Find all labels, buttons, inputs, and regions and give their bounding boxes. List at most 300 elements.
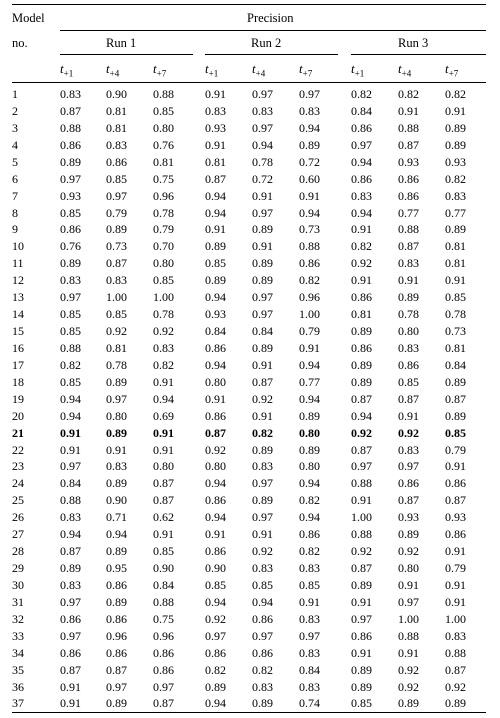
precision-cell: 0.81 [106, 120, 127, 135]
precision-cell: 0.85 [153, 273, 174, 288]
precision-cell: 0.89 [60, 154, 81, 169]
precision-cell: 0.86 [252, 645, 273, 660]
precision-cell: 0.88 [60, 340, 81, 355]
precision-cell: 0.81 [445, 340, 466, 355]
precision-cell: 0.86 [299, 527, 320, 542]
precision-cell: 0.87 [398, 137, 419, 152]
precision-underline [60, 30, 486, 31]
precision-cell: 0.91 [205, 222, 226, 237]
model-number: 30 [12, 577, 24, 592]
precision-cell: 0.86 [398, 357, 419, 372]
precision-cell: 0.86 [205, 408, 226, 423]
precision-cell: 0.60 [299, 171, 320, 186]
precision-cell: 0.87 [153, 493, 174, 508]
model-number: 1 [12, 87, 18, 101]
model-number: 21 [12, 425, 24, 440]
precision-cell: 0.87 [205, 171, 226, 186]
precision-cell: 0.91 [398, 273, 419, 288]
precision-cell: 0.91 [445, 544, 466, 559]
precision-cell: 0.91 [398, 577, 419, 592]
precision-cell: 0.88 [351, 476, 372, 491]
precision-cell: 0.91 [398, 408, 419, 423]
precision-cell: 0.94 [351, 408, 372, 423]
precision-cell: 0.94 [60, 391, 81, 406]
precision-cell: 0.91 [445, 459, 466, 474]
precision-cell: 0.91 [106, 442, 127, 457]
precision-cell: 0.83 [299, 561, 320, 576]
precision-cell: 0.94 [60, 408, 81, 423]
model-number: 34 [12, 645, 24, 660]
precision-cell: 0.62 [153, 510, 174, 525]
precision-cell: 1.00 [351, 510, 372, 525]
precision-cell: 0.82 [252, 662, 273, 677]
precision-cell: 0.92 [252, 544, 273, 559]
precision-cell: 0.91 [299, 594, 320, 609]
precision-cell: 0.85 [60, 205, 81, 220]
precision-cell: 0.94 [299, 357, 320, 372]
precision-cell: 0.78 [445, 307, 466, 322]
precision-cell: 0.92 [398, 544, 419, 559]
precision-cell: 0.91 [398, 645, 419, 660]
precision-cell: 0.91 [299, 340, 320, 355]
precision-cell: 0.86 [351, 290, 372, 305]
precision-cell: 0.89 [445, 222, 466, 237]
precision-cell: 0.89 [351, 679, 372, 694]
precision-cell: 0.83 [398, 256, 419, 271]
precision-cell: 0.90 [153, 561, 174, 576]
precision-cell: 0.83 [60, 87, 81, 101]
precision-cell: 0.87 [445, 493, 466, 508]
precision-cell: 0.86 [205, 340, 226, 355]
precision-cell: 0.89 [106, 544, 127, 559]
run-2-label: Run 2 [251, 36, 282, 50]
precision-cell: 0.91 [60, 425, 81, 440]
precision-cell: 0.92 [252, 391, 273, 406]
model-number: 13 [12, 290, 24, 305]
precision-cell: 0.89 [299, 408, 320, 423]
horizon-header: $t_{+4}$ [398, 61, 412, 79]
precision-cell: 0.94 [205, 476, 226, 491]
precision-cell: 0.96 [106, 628, 127, 643]
precision-cell: 0.97 [60, 459, 81, 474]
precision-cell: 0.72 [299, 154, 320, 169]
precision-cell: 0.89 [445, 408, 466, 423]
precision-cell: 0.94 [299, 510, 320, 525]
precision-cell: 0.89 [252, 273, 273, 288]
precision-cell: 0.82 [351, 239, 372, 254]
precision-cell: 0.80 [299, 459, 320, 474]
precision-cell: 0.89 [205, 239, 226, 254]
precision-cell: 0.86 [106, 577, 127, 592]
precision-cell: 0.97 [398, 594, 419, 609]
precision-cell: 0.76 [60, 239, 81, 254]
precision-cell: 0.86 [299, 256, 320, 271]
precision-cell: 0.86 [351, 628, 372, 643]
precision-cell: 0.77 [398, 205, 419, 220]
precision-cell: 0.86 [398, 188, 419, 203]
precision-cell: 0.84 [60, 476, 81, 491]
precision-cell: 0.89 [351, 324, 372, 339]
precision-cell: 0.86 [205, 493, 226, 508]
precision-cell: 0.97 [252, 307, 273, 322]
precision-cell: 0.97 [60, 171, 81, 186]
precision-cell: 0.83 [153, 340, 174, 355]
precision-cell: 0.85 [205, 256, 226, 271]
precision-cell: 0.94 [205, 510, 226, 525]
precision-cell: 0.90 [205, 561, 226, 576]
precision-cell: 0.89 [205, 679, 226, 694]
precision-cell: 0.97 [398, 459, 419, 474]
precision-cell: 0.95 [106, 561, 127, 576]
precision-cell: 0.86 [398, 171, 419, 186]
precision-cell: 0.82 [60, 357, 81, 372]
precision-cell: 0.82 [299, 493, 320, 508]
precision-cell: 0.94 [205, 594, 226, 609]
precision-cell: 0.92 [351, 425, 372, 440]
precision-cell: 0.80 [299, 425, 320, 440]
precision-cell: 0.94 [299, 476, 320, 491]
precision-cell: 0.83 [252, 561, 273, 576]
precision-cell: 0.91 [252, 527, 273, 542]
precision-cell: 0.89 [299, 442, 320, 457]
precision-cell: 0.86 [252, 611, 273, 626]
precision-cell: 0.80 [153, 120, 174, 135]
precision-cell: 0.85 [445, 290, 466, 305]
precision-cell: 0.87 [153, 476, 174, 491]
precision-cell: 0.80 [205, 374, 226, 389]
precision-cell: 0.91 [351, 222, 372, 237]
precision-cell: 0.83 [60, 510, 81, 525]
horizon-header: $t_{+1}$ [205, 61, 219, 79]
precision-cell: 0.87 [252, 374, 273, 389]
precision-cell: 0.92 [398, 662, 419, 677]
precision-cell: 0.83 [252, 459, 273, 474]
precision-cell: 0.86 [60, 611, 81, 626]
precision-cell: 0.85 [445, 425, 466, 440]
precision-cell: 0.88 [398, 628, 419, 643]
precision-cell: 0.97 [299, 87, 320, 101]
precision-cell: 1.00 [299, 307, 320, 322]
precision-cell: 0.83 [252, 679, 273, 694]
precision-cell: 0.92 [205, 611, 226, 626]
model-number: 19 [12, 391, 24, 406]
precision-cell: 0.97 [60, 290, 81, 305]
precision-label: Precision [247, 11, 294, 25]
precision-cell: 0.79 [445, 442, 466, 457]
precision-cell: 0.83 [106, 137, 127, 152]
precision-cell: 0.83 [445, 628, 466, 643]
precision-cell: 0.84 [299, 662, 320, 677]
precision-cell: 0.83 [398, 340, 419, 355]
precision-cell: 0.86 [106, 154, 127, 169]
precision-cell: 0.80 [398, 324, 419, 339]
precision-cell: 0.97 [252, 510, 273, 525]
precision-cell: 0.82 [252, 425, 273, 440]
precision-cell: 0.83 [351, 188, 372, 203]
precision-cell: 0.94 [205, 188, 226, 203]
precision-cell: 1.00 [153, 290, 174, 305]
precision-cell: 0.73 [106, 239, 127, 254]
precision-cell: 0.88 [60, 120, 81, 135]
precision-cell: 0.93 [205, 120, 226, 135]
precision-cell: 0.94 [351, 205, 372, 220]
precision-cell: 0.87 [205, 425, 226, 440]
precision-cell: 0.74 [299, 696, 320, 711]
model-number: 20 [12, 408, 24, 423]
precision-cell: 0.84 [252, 324, 273, 339]
precision-cell: 0.88 [60, 493, 81, 508]
precision-cell: 0.91 [445, 577, 466, 592]
precision-cell: 0.97 [106, 679, 127, 694]
precision-cell: 0.87 [351, 391, 372, 406]
precision-cell: 0.89 [398, 527, 419, 542]
model-number: 37 [12, 696, 24, 711]
precision-cell: 0.97 [60, 594, 81, 609]
precision-cell: 0.97 [205, 628, 226, 643]
precision-cell: 0.87 [106, 256, 127, 271]
precision-cell: 0.70 [153, 239, 174, 254]
precision-cell: 0.83 [398, 442, 419, 457]
precision-cell: 0.80 [153, 256, 174, 271]
precision-cell: 0.93 [398, 510, 419, 525]
precision-cell: 0.86 [60, 137, 81, 152]
precision-cell: 0.97 [252, 205, 273, 220]
precision-cell: 0.97 [106, 188, 127, 203]
precision-cell: 0.90 [106, 87, 127, 101]
precision-cell: 0.78 [252, 154, 273, 169]
precision-cell: 0.91 [351, 273, 372, 288]
precision-cell: 0.85 [351, 696, 372, 711]
precision-cell: 0.87 [445, 391, 466, 406]
precision-cell: 0.81 [106, 103, 127, 118]
model-number: 12 [12, 273, 24, 288]
precision-cell: 0.94 [299, 391, 320, 406]
precision-cell: 0.93 [445, 510, 466, 525]
model-number: 18 [12, 374, 24, 389]
precision-cell: 0.92 [445, 679, 466, 694]
horizon-header: $t_{+1}$ [60, 61, 74, 79]
precision-cell: 0.81 [205, 154, 226, 169]
precision-cell: 0.92 [398, 425, 419, 440]
model-number: 17 [12, 357, 24, 372]
model-number: 14 [12, 307, 24, 322]
precision-cell: 0.94 [299, 120, 320, 135]
precision-cell: 0.91 [153, 527, 174, 542]
precision-cell: 0.80 [106, 408, 127, 423]
precision-cell: 0.91 [205, 137, 226, 152]
precision-cell: 0.89 [445, 374, 466, 389]
model-number: 27 [12, 527, 24, 542]
run2-underline [205, 54, 338, 55]
precision-cell: 0.79 [106, 205, 127, 220]
precision-cell: 0.89 [351, 374, 372, 389]
precision-cell: 0.88 [398, 120, 419, 135]
precision-cell: 0.89 [398, 696, 419, 711]
precision-cell: 0.85 [252, 577, 273, 592]
precision-cell: 0.88 [351, 527, 372, 542]
precision-cell: 0.85 [153, 103, 174, 118]
precision-cell: 0.89 [106, 594, 127, 609]
precision-cell: 0.91 [445, 103, 466, 118]
precision-cell: 0.86 [445, 476, 466, 491]
precision-cell: 0.86 [205, 645, 226, 660]
precision-cell: 0.97 [60, 628, 81, 643]
precision-cell: 0.71 [106, 510, 127, 525]
precision-cell: 0.77 [299, 374, 320, 389]
precision-cell: 0.93 [205, 307, 226, 322]
model-number: 29 [12, 561, 24, 576]
precision-cell: 0.89 [252, 222, 273, 237]
precision-cell: 0.87 [445, 662, 466, 677]
precision-cell: 0.81 [351, 307, 372, 322]
precision-cell: 0.87 [60, 103, 81, 118]
precision-cell: 0.83 [106, 459, 127, 474]
precision-cell: 0.85 [205, 577, 226, 592]
precision-cell: 0.80 [205, 459, 226, 474]
precision-cell: 0.91 [153, 425, 174, 440]
precision-cell: 0.97 [252, 628, 273, 643]
model-number: 6 [12, 171, 18, 186]
precision-cell: 0.92 [205, 442, 226, 457]
precision-cell: 0.87 [398, 239, 419, 254]
precision-cell: 0.73 [299, 222, 320, 237]
precision-cell: 0.91 [60, 442, 81, 457]
precision-cell: 0.91 [445, 594, 466, 609]
precision-cell: 0.89 [205, 273, 226, 288]
precision-cell: 0.87 [351, 561, 372, 576]
precision-cell: 0.89 [252, 493, 273, 508]
model-number: 25 [12, 493, 24, 508]
model-number: 24 [12, 476, 24, 491]
precision-cell: 0.72 [252, 171, 273, 186]
precision-cell: 0.91 [153, 442, 174, 457]
precision-cell: 0.75 [153, 611, 174, 626]
precision-cell: 0.86 [398, 476, 419, 491]
precision-cell: 0.86 [351, 171, 372, 186]
precision-cell: 0.97 [252, 290, 273, 305]
precision-cell: 0.89 [106, 222, 127, 237]
precision-cell: 0.97 [351, 137, 372, 152]
precision-cell: 0.89 [252, 340, 273, 355]
precision-cell: 0.86 [106, 611, 127, 626]
precision-cell: 0.97 [299, 628, 320, 643]
precision-cell: 0.89 [106, 696, 127, 711]
model-number: 35 [12, 662, 24, 677]
model-number: 3 [12, 120, 18, 135]
model-number: 26 [12, 510, 24, 525]
precision-cell: 0.77 [445, 205, 466, 220]
precision-cell: 0.83 [60, 273, 81, 288]
precision-cell: 0.89 [106, 425, 127, 440]
precision-cell: 0.92 [351, 544, 372, 559]
precision-cell: 0.94 [252, 594, 273, 609]
precision-cell: 0.83 [445, 188, 466, 203]
model-number: 10 [12, 239, 24, 254]
model-number: 5 [12, 154, 18, 169]
precision-cell: 0.97 [106, 391, 127, 406]
precision-cell: 0.94 [252, 137, 273, 152]
precision-cell: 0.86 [106, 645, 127, 660]
precision-cell: 0.81 [106, 340, 127, 355]
precision-cell: 0.86 [153, 662, 174, 677]
precision-cell: 0.86 [60, 222, 81, 237]
precision-cell: 0.91 [205, 391, 226, 406]
precision-cell: 0.87 [398, 493, 419, 508]
precision-cell: 0.91 [351, 594, 372, 609]
horizon-header: $t_{+7}$ [299, 61, 313, 79]
precision-cell: 0.89 [252, 442, 273, 457]
precision-cell: 0.91 [398, 103, 419, 118]
precision-cell: 0.97 [252, 120, 273, 135]
precision-cell: 0.91 [252, 188, 273, 203]
precision-cell: 0.89 [299, 137, 320, 152]
precision-cell: 0.85 [153, 544, 174, 559]
precision-cell: 0.91 [252, 408, 273, 423]
model-label: Model [12, 11, 45, 25]
precision-cell: 0.80 [153, 459, 174, 474]
precision-cell: 0.84 [445, 357, 466, 372]
bottom-rule [12, 712, 486, 713]
precision-cell: 0.94 [299, 205, 320, 220]
precision-cell: 0.90 [106, 493, 127, 508]
precision-cell: 0.96 [153, 628, 174, 643]
precision-cell: 0.91 [252, 239, 273, 254]
precision-cell: 0.94 [106, 527, 127, 542]
precision-cell: 0.87 [398, 391, 419, 406]
precision-cell: 0.84 [205, 324, 226, 339]
precision-cell: 0.91 [351, 493, 372, 508]
precision-cell: 0.86 [445, 527, 466, 542]
precision-cell: 0.89 [351, 662, 372, 677]
precision-cell: 0.85 [106, 171, 127, 186]
model-number: 23 [12, 459, 24, 474]
precision-cell: 0.91 [153, 374, 174, 389]
precision-cell: 0.89 [252, 696, 273, 711]
precision-cell: 0.97 [351, 611, 372, 626]
precision-cell: 0.89 [252, 256, 273, 271]
precision-cell: 0.94 [205, 696, 226, 711]
precision-cell: 0.87 [351, 442, 372, 457]
model-number: 8 [12, 205, 18, 220]
precision-cell: 0.89 [445, 696, 466, 711]
precision-cell: 0.89 [106, 476, 127, 491]
horizon-header: $t_{+7}$ [445, 61, 459, 79]
horizon-header: $t_{+4}$ [252, 61, 266, 79]
model-number: 31 [12, 594, 24, 609]
precision-cell: 0.80 [398, 561, 419, 576]
model-number: 36 [12, 679, 24, 694]
precision-cell: 0.87 [60, 662, 81, 677]
precision-cell: 0.86 [351, 340, 372, 355]
precision-cell: 0.83 [299, 103, 320, 118]
precision-cell: 0.88 [445, 645, 466, 660]
precision-cell: 0.79 [445, 561, 466, 576]
precision-cell: 0.94 [205, 290, 226, 305]
precision-cell: 1.00 [106, 290, 127, 305]
precision-cell: 0.86 [351, 120, 372, 135]
precision-cell: 0.82 [299, 273, 320, 288]
model-number: 15 [12, 324, 24, 339]
precision-cell: 0.96 [153, 188, 174, 203]
precision-cell: 0.92 [351, 256, 372, 271]
precision-cell: 0.83 [252, 103, 273, 118]
precision-cell: 0.82 [445, 87, 466, 101]
top-rule [12, 4, 486, 5]
precision-cell: 0.78 [153, 205, 174, 220]
precision-cell: 0.85 [60, 307, 81, 322]
precision-cell: 0.86 [60, 645, 81, 660]
no-label: no. [12, 36, 28, 50]
